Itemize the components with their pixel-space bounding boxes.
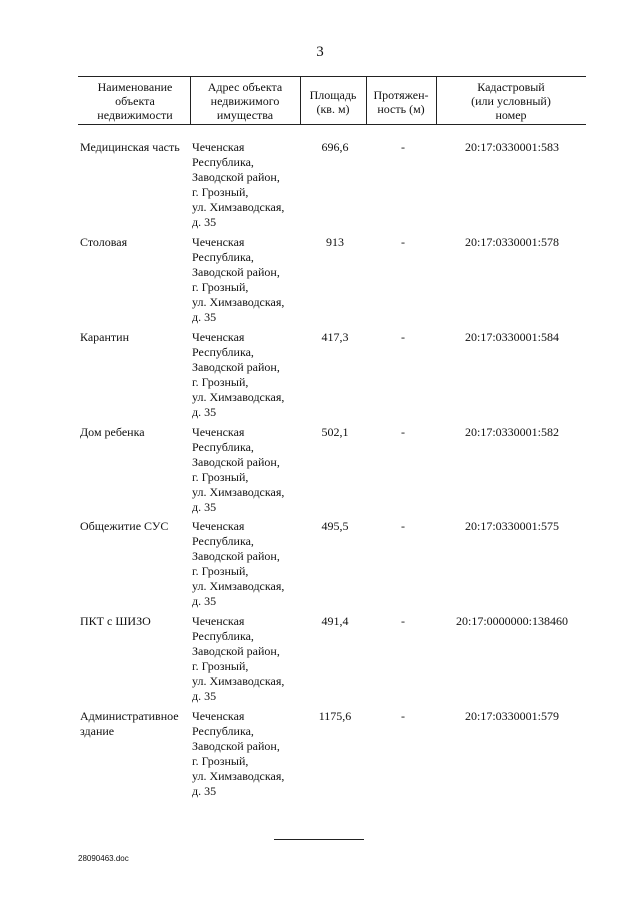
object-name: [80, 140, 192, 155]
address-line: ул. Химзаводская,: [192, 295, 285, 309]
address-line: д. 35: [192, 689, 217, 703]
cadastral-number: 20:17:0000000:138460: [455, 614, 568, 628]
object-address: [192, 330, 310, 420]
object-name-line: Карантин: [80, 330, 130, 344]
object-name-line: Медицинская часть: [80, 140, 180, 154]
object-length: -: [401, 425, 405, 439]
address-line: Республика,: [192, 724, 254, 738]
cadastral-number: 20:17:0330001:584: [464, 330, 559, 344]
object-name-line: здание: [80, 724, 115, 738]
address-line: д. 35: [192, 405, 217, 419]
address-line: Заводской район,: [192, 360, 280, 374]
address-line: г. Грозный,: [192, 659, 249, 673]
object-address: [192, 709, 310, 799]
object-address: [192, 140, 310, 230]
object-address: [192, 519, 310, 609]
object-length: -: [401, 519, 405, 533]
address-line: Чеченская: [192, 330, 245, 344]
header-area: Площадь (кв. м): [309, 88, 357, 116]
object-name-line: Административное: [80, 709, 179, 723]
address-line: г. Грозный,: [192, 280, 249, 294]
address-line: г. Грозный,: [192, 754, 249, 768]
object-area: 417,3: [321, 330, 349, 344]
address-line: ул. Химзаводская,: [192, 200, 285, 214]
address-line: Республика,: [192, 250, 254, 264]
cadastral-number: 20:17:0330001:579: [464, 709, 559, 723]
address-line: Республика,: [192, 534, 254, 548]
address-line: Заводской район,: [192, 644, 280, 658]
header-cadastral: Кадастровый (или условный) номер: [471, 80, 551, 122]
address-line: г. Грозный,: [192, 375, 249, 389]
address-line: д. 35: [192, 310, 217, 324]
address-line: Республика,: [192, 155, 254, 169]
cadastral-number: 20:17:0330001:575: [464, 519, 559, 533]
address-line: Заводской район,: [192, 455, 280, 469]
footer-filename: 28090463.doc: [78, 854, 129, 863]
address-line: ул. Химзаводская,: [192, 485, 285, 499]
cadastral-number: 20:17:0330001:582: [464, 425, 559, 439]
object-name: [80, 235, 192, 250]
address-line: ул. Химзаводская,: [192, 390, 285, 404]
object-name: [80, 519, 192, 534]
object-address: [192, 425, 310, 515]
address-line: г. Грозный,: [192, 470, 249, 484]
object-name: [80, 614, 192, 629]
address-line: д. 35: [192, 500, 217, 514]
object-area: 913: [326, 235, 344, 249]
address-line: г. Грозный,: [192, 185, 249, 199]
footer-rule: [274, 839, 364, 840]
object-length: -: [401, 614, 405, 628]
object-area: 502,1: [321, 425, 349, 439]
object-name-line: Общежитие СУС: [80, 519, 169, 533]
object-name-line: ПКТ с ШИЗО: [80, 614, 151, 628]
address-line: д. 35: [192, 784, 217, 798]
address-line: Республика,: [192, 629, 254, 643]
header-rule-top: [78, 76, 586, 77]
object-area: 696,6: [321, 140, 349, 154]
object-name-line: Столовая: [80, 235, 128, 249]
address-line: Чеченская: [192, 235, 245, 249]
object-name-line: Дом ребенка: [80, 425, 145, 439]
address-line: Чеченская: [192, 709, 245, 723]
object-area: 1175,6: [318, 709, 352, 723]
object-name: [80, 709, 192, 739]
address-line: д. 35: [192, 215, 217, 229]
header-name: Наименование объекта недвижимости: [97, 80, 173, 122]
header-address: Адрес объекта недвижимого имущества: [207, 80, 283, 122]
cadastral-number: 20:17:0330001:583: [464, 140, 559, 154]
object-length: -: [401, 709, 405, 723]
address-line: д. 35: [192, 594, 217, 608]
header-rule-bottom: [78, 124, 586, 125]
address-line: Заводской район,: [192, 265, 280, 279]
address-line: Заводской район,: [192, 739, 280, 753]
address-line: ул. Химзаводская,: [192, 674, 285, 688]
object-area: 495,5: [321, 519, 349, 533]
address-line: Республика,: [192, 440, 254, 454]
object-length: -: [401, 140, 405, 154]
address-line: Чеченская: [192, 425, 245, 439]
object-name: [80, 425, 192, 440]
header-length: Протяжен- ность (м): [373, 88, 429, 116]
address-line: г. Грозный,: [192, 564, 249, 578]
address-line: ул. Химзаводская,: [192, 769, 285, 783]
object-length: -: [401, 330, 405, 344]
object-area: 491,4: [321, 614, 349, 628]
address-line: Заводской район,: [192, 170, 280, 184]
page-number: 3: [316, 44, 324, 60]
object-length: -: [401, 235, 405, 249]
address-line: ул. Химзаводская,: [192, 579, 285, 593]
object-address: [192, 614, 310, 704]
address-line: Республика,: [192, 345, 254, 359]
address-line: Чеченская: [192, 614, 245, 628]
object-address: [192, 235, 310, 325]
object-name: [80, 330, 192, 345]
address-line: Чеченская: [192, 140, 245, 154]
address-line: Чеченская: [192, 519, 245, 533]
cadastral-number: 20:17:0330001:578: [464, 235, 559, 249]
address-line: Заводской район,: [192, 549, 280, 563]
